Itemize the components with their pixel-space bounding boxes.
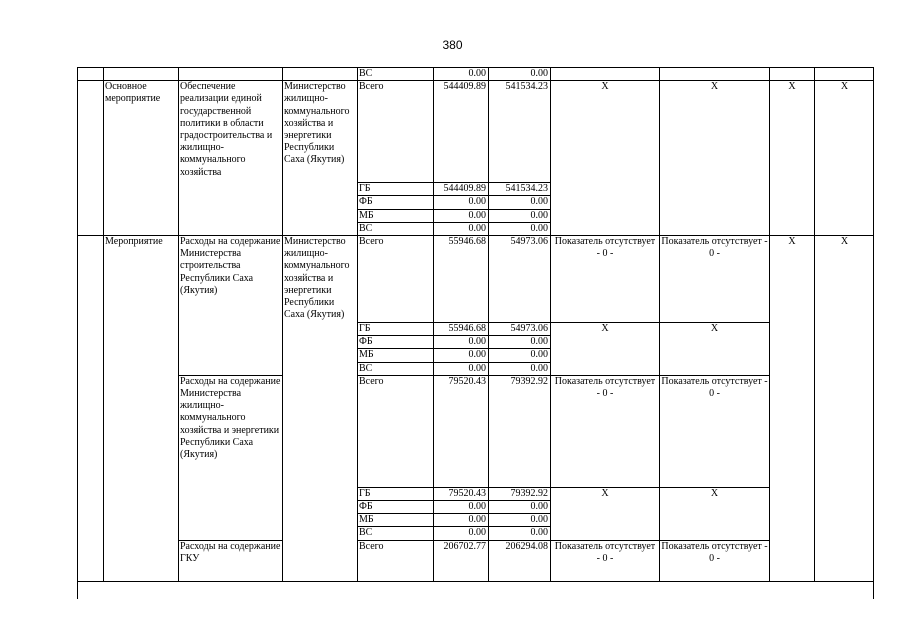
table-cell: X [770, 81, 815, 236]
report-sheet [77, 67, 874, 599]
table-cell: ГБ [358, 183, 434, 196]
table-cell [78, 236, 104, 582]
table-cell: МБ [358, 209, 434, 222]
table-cell: ФБ [358, 196, 434, 209]
program-funding-table [77, 67, 874, 582]
table-left-border [77, 67, 78, 599]
table-cell: 0.00 [489, 501, 551, 514]
table-cell: 0.00 [489, 68, 551, 81]
table-row [78, 68, 875, 81]
table-cell: Показатель отсутствует - 0 - [551, 540, 660, 581]
table-cell: Показатель отсутствует - 0 - [660, 375, 770, 487]
table-cell: 0.00 [434, 362, 489, 375]
table-cell: Расходы на содержание Министерства жилищно-коммунального хозяйства и энергетики Республики Саха (Якутия) [179, 375, 283, 540]
page-number: 380 [442, 38, 463, 52]
table-cell [179, 68, 283, 81]
table-cell: Расходы на содержание Министерства строительства Республики Саха (Якутия) [179, 236, 283, 376]
table-cell: X [815, 236, 875, 582]
table-cell: 55946.68 [434, 323, 489, 336]
table-cell [78, 68, 104, 81]
table-cell: ВС [358, 527, 434, 540]
table-cell: Министерство жилищно-коммунального хозяйства и энергетики Республики Саха (Якутия) [283, 81, 358, 236]
table-cell: 0.00 [489, 196, 551, 209]
table-cell: ВС [358, 362, 434, 375]
table-cell: 79392.92 [489, 487, 551, 500]
table-cell: 541534.23 [489, 183, 551, 196]
table-cell [104, 68, 179, 81]
table-cell: 0.00 [434, 222, 489, 235]
table-cell: Расходы на содержание ГКУ [179, 540, 283, 581]
table-cell: 55946.68 [434, 236, 489, 323]
table-cell: ФБ [358, 336, 434, 349]
table-cell: Обеспечение реализации единой государственной политики в области градостроительства и жилищно-коммунального хозяйства [179, 81, 283, 236]
table-cell [551, 68, 660, 81]
table-cell: МБ [358, 349, 434, 362]
table-cell: 54973.06 [489, 236, 551, 323]
table-cell: X [551, 323, 660, 376]
table-cell: X [551, 487, 660, 540]
table-cell: 0.00 [434, 68, 489, 81]
table-cell: 0.00 [489, 349, 551, 362]
table-right-border [873, 67, 874, 599]
table-row [78, 375, 875, 487]
table-cell: Всего [358, 81, 434, 183]
table-cell [660, 68, 770, 81]
table-cell: X [551, 81, 660, 236]
table-cell: Основное мероприятие [104, 81, 179, 236]
table-cell: Показатель отсутствует - 0 - [551, 236, 660, 323]
table-row [78, 236, 875, 323]
table-cell: Показатель отсутствует - 0 - [551, 375, 660, 487]
table-cell: Всего [358, 540, 434, 581]
table-cell: ВС [358, 222, 434, 235]
table-cell: 79520.43 [434, 375, 489, 487]
table-cell: X [770, 236, 815, 582]
table-cell: 206294.08 [489, 540, 551, 581]
table-cell: 544409.89 [434, 81, 489, 183]
table-row [78, 81, 875, 183]
table-cell: 0.00 [434, 196, 489, 209]
table-cell: 0.00 [434, 527, 489, 540]
table-cell: ВС [358, 68, 434, 81]
table-cell: 79392.92 [489, 375, 551, 487]
table-cell: Всего [358, 375, 434, 487]
table-cell: 0.00 [489, 222, 551, 235]
table-cell [770, 68, 815, 81]
table-cell: Мероприятие [104, 236, 179, 582]
table-cell: 0.00 [489, 362, 551, 375]
table-cell: 544409.89 [434, 183, 489, 196]
table-cell [815, 68, 875, 81]
table-cell: 0.00 [434, 514, 489, 527]
table-cell: ФБ [358, 501, 434, 514]
table-cell: 0.00 [434, 349, 489, 362]
table-cell: ГБ [358, 487, 434, 500]
table-cell: 0.00 [489, 209, 551, 222]
table-cell: X [660, 487, 770, 540]
table-cell: X [660, 323, 770, 376]
table-cell: Показатель отсутствует - 0 - [660, 540, 770, 581]
table-cell: 206702.77 [434, 540, 489, 581]
table-cell: 0.00 [489, 527, 551, 540]
table-cell: ГБ [358, 323, 434, 336]
table-cell: Показатель отсутствует - 0 - [660, 236, 770, 323]
table-cell: МБ [358, 514, 434, 527]
table-cell: X [660, 81, 770, 236]
table-cell [78, 81, 104, 236]
table-cell: 79520.43 [434, 487, 489, 500]
table-cell: 541534.23 [489, 81, 551, 183]
table-cell: Министерство жилищно-коммунального хозяйства и энергетики Республики Саха (Якутия) [283, 236, 358, 582]
table-cell [283, 68, 358, 81]
table-cell: Всего [358, 236, 434, 323]
table-cell: 0.00 [434, 336, 489, 349]
table-cell: 0.00 [489, 514, 551, 527]
table-row [78, 540, 875, 581]
table-cell: 0.00 [434, 209, 489, 222]
table-cell: 54973.06 [489, 323, 551, 336]
table-cell: 0.00 [434, 501, 489, 514]
table-cell: X [815, 81, 875, 236]
table-cell: 0.00 [489, 336, 551, 349]
